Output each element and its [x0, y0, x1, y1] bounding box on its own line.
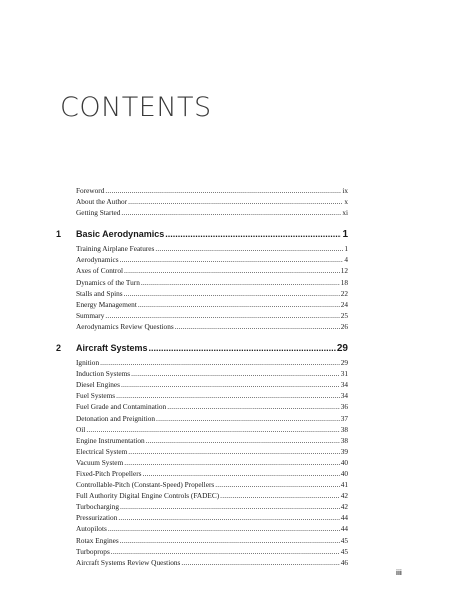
- toc-entry-page: 42: [340, 502, 348, 512]
- toc-entry-label: Controllable-Pitch (Constant-Speed) Propellers: [76, 480, 215, 490]
- toc-entry: [56, 277, 348, 288]
- chapter-heading: [56, 228, 348, 241]
- page-title: CONTENTS: [60, 92, 212, 123]
- dot-leader: [175, 321, 340, 332]
- chapter-title: Aircraft Systems: [76, 343, 148, 354]
- dot-leader: [105, 185, 341, 196]
- toc-entry: [56, 243, 348, 254]
- dot-leader: [108, 523, 340, 534]
- toc-entry-page: 36: [340, 402, 348, 412]
- toc-entry-page: x: [344, 197, 348, 207]
- dot-leader: [124, 265, 340, 276]
- toc-entry-label: Fuel Grade and Contamination: [76, 402, 167, 412]
- dot-leader: [128, 446, 339, 457]
- page-number: iii: [396, 570, 402, 577]
- dot-leader: [156, 413, 340, 424]
- toc-entry-page: 45: [340, 546, 348, 556]
- dot-leader: [215, 479, 339, 490]
- toc-entry-label: Rotax Engines: [76, 535, 119, 545]
- toc-entry-label: Autopilots: [76, 524, 107, 534]
- toc-entry-page: 37: [340, 413, 348, 423]
- toc-entry-page: 34: [340, 380, 348, 390]
- toc-entry: [56, 535, 348, 546]
- toc-entry-label: Aerodynamics Review Questions: [76, 321, 174, 331]
- dot-leader: [131, 368, 340, 379]
- toc-entry-label: Fixed-Pitch Propellers: [76, 468, 142, 478]
- dot-leader: [149, 342, 336, 355]
- front-matter-list: [56, 185, 348, 218]
- toc-entry-page: 34: [340, 391, 348, 401]
- toc-entry-page: 24: [340, 299, 348, 309]
- dot-leader: [181, 557, 339, 568]
- toc-entry: [56, 468, 348, 479]
- dot-leader: [105, 310, 339, 321]
- dot-leader: [165, 228, 341, 241]
- toc-entry: [56, 185, 348, 196]
- toc-entry-page: 1: [344, 244, 348, 254]
- toc-entry: [56, 379, 348, 390]
- toc-entry: [56, 479, 348, 490]
- toc-entry-page: 25: [340, 310, 348, 320]
- dot-leader: [128, 196, 343, 207]
- chapter-heading: [56, 342, 348, 355]
- dot-leader: [116, 390, 340, 401]
- toc-entry-label: Induction Systems: [76, 369, 131, 379]
- toc-entry-label: Dynamics of the Turn: [76, 277, 140, 287]
- chapter-number: 2: [56, 343, 62, 354]
- toc-entry: [56, 501, 348, 512]
- dot-leader: [138, 299, 340, 310]
- chapter-page: 1: [342, 229, 348, 241]
- toc-entry-page: 4: [344, 255, 348, 265]
- toc-entry-label: Summary: [76, 310, 105, 320]
- toc-entry: [56, 523, 348, 534]
- dot-leader: [111, 546, 340, 557]
- toc-entry: [56, 254, 348, 265]
- toc-entry-label: Getting Started: [76, 208, 121, 218]
- toc-entry-page: 38: [340, 435, 348, 445]
- toc-entry: [56, 490, 348, 501]
- toc-entry: [56, 435, 348, 446]
- chapter-page: 29: [336, 343, 348, 355]
- toc-entry-page: 26: [340, 321, 348, 331]
- dot-leader: [121, 379, 340, 390]
- dot-leader: [142, 468, 339, 479]
- toc-entry-label: Oil: [76, 424, 86, 434]
- toc-entry: [56, 288, 348, 299]
- dot-leader: [155, 243, 343, 254]
- toc-entry: [56, 368, 348, 379]
- toc-entry-page: 46: [340, 557, 348, 567]
- toc-entry: [56, 390, 348, 401]
- toc-entry-page: 12: [340, 266, 348, 276]
- toc-entry-label: Pressurization: [76, 513, 118, 523]
- toc-entry-label: About the Author: [76, 197, 128, 207]
- toc-entry-page: 40: [340, 457, 348, 467]
- dot-leader: [120, 535, 340, 546]
- toc-entry: [56, 299, 348, 310]
- toc-entry: [56, 207, 348, 218]
- toc-entry-label: Energy Management: [76, 299, 137, 309]
- dot-leader: [220, 490, 340, 501]
- toc-entry: [56, 557, 348, 568]
- toc-entry-label: Fuel Systems: [76, 391, 116, 401]
- dot-leader: [146, 435, 340, 446]
- toc-entry: [56, 457, 348, 468]
- toc-entry: [56, 321, 348, 332]
- toc-entry-page: xi: [342, 208, 348, 218]
- dot-leader: [121, 207, 341, 218]
- toc-entry-label: Foreword: [76, 186, 105, 195]
- toc-entry-label: Training Airplane Features: [76, 244, 155, 254]
- toc-entry-page: 42: [340, 491, 348, 501]
- chapter-list: [56, 228, 348, 568]
- toc-entry-page: 38: [340, 424, 348, 434]
- toc-entry-label: Stalls and Spins: [76, 288, 123, 298]
- toc-entry-label: Vacuum System: [76, 457, 124, 467]
- toc-entry: [56, 446, 348, 457]
- toc-entry-label: Aircraft Systems Review Questions: [76, 557, 181, 567]
- toc-entry-page: 31: [340, 369, 348, 379]
- chapter-title: Basic Aerodynamics: [76, 229, 165, 240]
- toc-entry: [56, 265, 348, 276]
- toc-entry-page: 22: [340, 288, 348, 298]
- toc-entry-page: 44: [340, 524, 348, 534]
- toc-entry: [56, 546, 348, 557]
- dot-leader: [120, 501, 340, 512]
- toc-entry-label: Ignition: [76, 358, 100, 368]
- toc-entry-label: Engine Instrumentation: [76, 435, 145, 445]
- toc-entry-page: 41: [340, 480, 348, 490]
- dot-leader: [124, 288, 340, 299]
- toc-entry: [56, 357, 348, 368]
- dot-leader: [120, 254, 344, 265]
- toc-entry: [56, 512, 348, 523]
- toc-entry-label: Aerodynamics: [76, 255, 119, 265]
- toc-entry: [56, 196, 348, 207]
- toc-entry-label: Electrical System: [76, 446, 128, 456]
- toc-entry-label: Turboprops: [76, 546, 110, 556]
- toc-entry-label: Turbocharging: [76, 502, 119, 512]
- dot-leader: [100, 357, 340, 368]
- chapter-number: 1: [56, 229, 62, 240]
- toc-entry: [56, 310, 348, 321]
- toc-entry-page: 39: [340, 446, 348, 456]
- dot-leader: [167, 401, 340, 412]
- dot-leader: [86, 424, 339, 435]
- dot-leader: [141, 277, 340, 288]
- toc-entry-label: Detonation and Preignition: [76, 413, 156, 423]
- toc-entry-page: ix: [342, 186, 348, 195]
- dot-leader: [118, 512, 339, 523]
- toc-entry-label: Full Authority Digital Engine Controls (FADEC): [76, 491, 220, 501]
- dot-leader: [124, 457, 339, 468]
- toc-entry: [56, 401, 348, 412]
- toc-entry-page: 40: [340, 468, 348, 478]
- table-of-contents: [56, 185, 348, 568]
- toc-entry: [56, 424, 348, 435]
- toc-entry-page: 44: [340, 513, 348, 523]
- toc-entry-page: 18: [340, 277, 348, 287]
- toc-entry-label: Diesel Engines: [76, 380, 120, 390]
- toc-entry-label: Axes of Control: [76, 266, 124, 276]
- toc-entry-page: 45: [340, 535, 348, 545]
- toc-entry-page: 29: [340, 358, 348, 368]
- toc-entry: [56, 413, 348, 424]
